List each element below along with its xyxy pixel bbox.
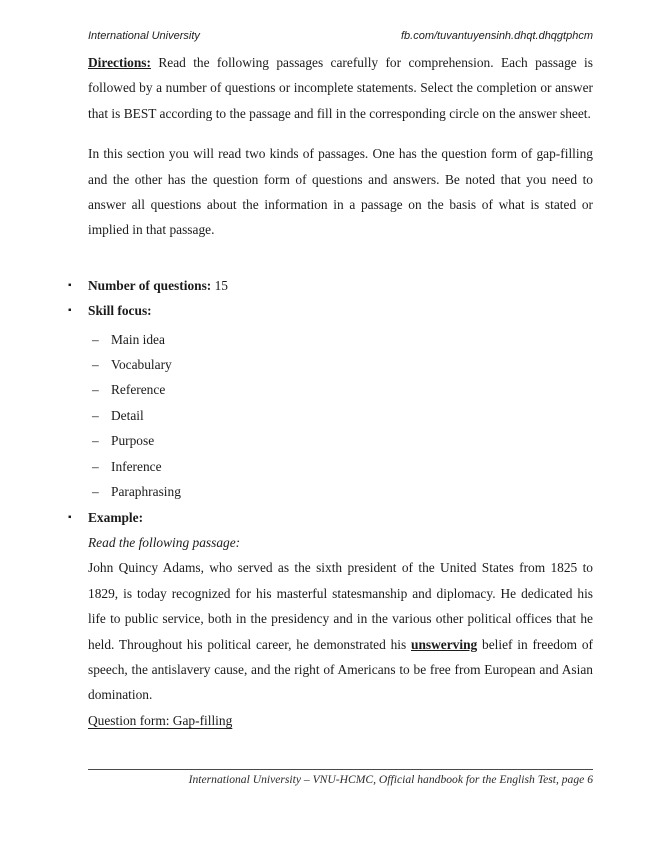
passage-text-after: belief in freedom of speech, the antislavery cause, and the right of Americans to be free from European and Asian domination. [88, 636, 593, 703]
passage-text-before: John Quincy Adams, who served as the sixth president of the United States from 1825 to 1829, is today recognized for his masterful statesmanship and diplomacy. He dedicated his life to public service, both in the presidency and in the various other political offices that he held. Throughout his political career, he demonstrated his [88, 560, 593, 652]
skill-item-purpose [92, 428, 593, 453]
skill-label: Main idea [111, 331, 165, 347]
skill-sublist [88, 327, 593, 505]
skill-item-main-idea [92, 327, 593, 352]
number-of-questions-label: Number of questions: [88, 277, 212, 293]
square-bullet-icon: ▪ [68, 511, 72, 523]
question-form-heading: Question form: Gap-filling [88, 712, 233, 728]
info-list [68, 273, 593, 530]
directions-paragraph [88, 50, 593, 126]
header-university-name: International University [88, 30, 200, 42]
dash-bullet-icon: – [92, 458, 99, 474]
footer-text: International University – VNU-HCMC, Official handbook for the English Test, page 6 [188, 773, 593, 786]
skill-item-paraphrasing [92, 479, 593, 504]
skill-label: Reference [111, 382, 166, 398]
dash-bullet-icon: – [92, 433, 99, 449]
list-item-skill-focus [68, 298, 593, 323]
header-facebook-url: fb.com/tuvantuyensinh.dhqt.dhqgtphcm [400, 30, 593, 42]
skill-label: Vocabulary [111, 357, 172, 373]
number-of-questions-line [88, 273, 228, 298]
dash-bullet-icon: – [92, 382, 99, 398]
skill-label: Paraphrasing [111, 484, 181, 500]
page-footer [88, 769, 593, 786]
list-item-number-of-questions [68, 273, 593, 298]
list-item-example [68, 505, 593, 530]
directions-label: Directions: [88, 55, 151, 70]
skill-item-reference [92, 377, 593, 402]
passage-highlighted-word: unswerving [411, 636, 478, 652]
square-bullet-icon: ▪ [68, 279, 72, 291]
skill-label: Inference [111, 458, 162, 474]
example-passage [88, 555, 593, 707]
example-label: Example: [88, 509, 144, 525]
number-of-questions-value: 15 [211, 277, 229, 293]
page-header [88, 30, 593, 42]
skill-item-vocabulary [92, 352, 593, 377]
dash-bullet-icon: – [92, 331, 99, 347]
skill-item-inference [92, 454, 593, 479]
square-bullet-icon: ▪ [68, 305, 72, 317]
skill-focus-label: Skill focus: [88, 303, 152, 319]
skill-label: Purpose [111, 433, 155, 449]
read-passage-instruction: Read the following passage: [88, 534, 241, 550]
dash-bullet-icon: – [92, 484, 99, 500]
skill-item-detail [92, 403, 593, 428]
directions-text: Read the following passages carefully for comprehension. Each passage is followed by a number of questions or incomplete statements. Select the completion or answer that is BEST according to the passage and fill in the corresponding circle on the answer sheet. [88, 55, 593, 121]
dash-bullet-icon: – [92, 407, 99, 423]
skill-label: Detail [111, 407, 144, 423]
dash-bullet-icon: – [92, 357, 99, 373]
intro-paragraph: In this section you will read two kinds of passages. One has the question form of gap-filling and the other has the question form of questions and answers. Be noted that you need to answer all questions about the information in a passage on the basis of what is stated or implied in that passage. [88, 146, 593, 238]
